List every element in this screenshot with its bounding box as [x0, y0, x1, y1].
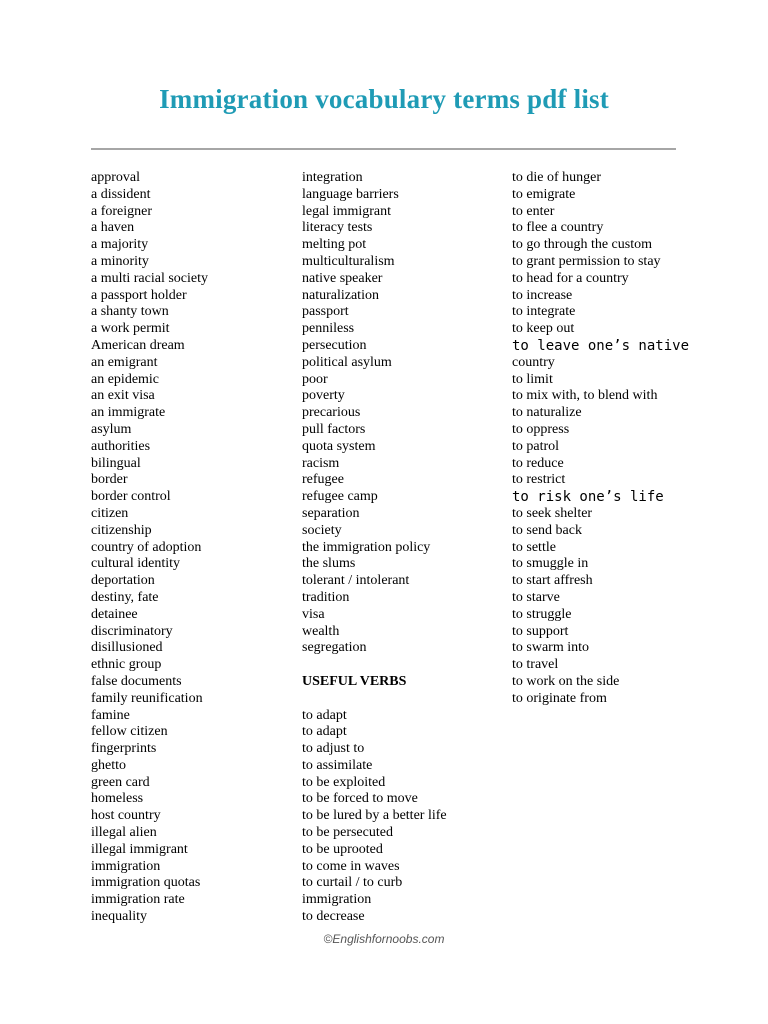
vocabulary-item: to send back: [512, 522, 582, 538]
vocabulary-item: to support: [512, 623, 569, 639]
vocabulary-item: to be forced to move: [302, 791, 418, 807]
vocabulary-item: to flee a country: [512, 220, 604, 236]
vocabulary-item: to swarm into: [512, 640, 589, 656]
vocabulary-item: to struggle: [512, 606, 572, 622]
vocabulary-item: to be lured by a better life: [302, 808, 447, 824]
vocabulary-item: to keep out: [512, 321, 575, 337]
vocabulary-item: a haven: [91, 220, 135, 236]
vocabulary-item: native speaker: [302, 270, 383, 286]
vocabulary-item: a foreigner: [91, 203, 153, 219]
vocabulary-item: to patrol: [512, 438, 560, 454]
vocabulary-item: to increase: [512, 287, 573, 303]
vocabulary-item: fellow citizen: [91, 724, 168, 740]
vocabulary-item: American dream: [91, 337, 185, 353]
vocabulary-item: to assimilate: [302, 757, 373, 773]
vocabulary-item: to come in waves: [302, 858, 400, 874]
vocabulary-item: immigration: [302, 892, 372, 908]
vocabulary-item: poverty: [302, 388, 345, 404]
vocabulary-item: poor: [302, 371, 328, 387]
vocabulary-item: border control: [91, 489, 171, 505]
vocabulary-item: to reduce: [512, 455, 564, 471]
vocabulary-item: the slums: [302, 556, 356, 572]
vocabulary-item: disillusioned: [91, 640, 163, 656]
vocabulary-item: to adapt: [302, 707, 347, 723]
vocabulary-item: green card: [91, 774, 150, 790]
vocabulary-item: to be exploited: [302, 774, 386, 790]
vocabulary-item: bilingual: [91, 455, 141, 471]
vocabulary-item: to mix with, to blend with: [512, 388, 658, 404]
vocabulary-item: legal immigrant: [302, 203, 392, 219]
nouns-list: [302, 170, 507, 657]
vocabulary-item: homeless: [91, 791, 144, 807]
vocabulary-item: detainee: [91, 606, 138, 622]
vocabulary-item: to enter: [512, 203, 555, 219]
vocabulary-item: country of adoption: [91, 539, 202, 555]
vocabulary-item: ghetto: [91, 757, 126, 773]
vocabulary-item: a majority: [91, 237, 149, 253]
vocabulary-item: asylum: [91, 421, 132, 437]
vocabulary-item: to naturalize: [512, 405, 582, 421]
vocabulary-item: to adapt: [302, 724, 347, 740]
vocabulary-item: citizenship: [91, 522, 152, 538]
vocabulary-item: refugee: [302, 472, 344, 488]
vocabulary-item: famine: [91, 707, 130, 723]
vocabulary-item: an exit visa: [91, 388, 155, 404]
vocabulary-item: passport: [302, 304, 349, 320]
vocabulary-item: country: [512, 354, 555, 370]
vocabulary-item: discriminatory: [91, 623, 173, 639]
vocabulary-item: to start affresh: [512, 573, 593, 589]
vocabulary-item: citizen: [91, 505, 129, 521]
vocabulary-item: quota system: [302, 438, 376, 454]
vocabulary-item: to integrate: [512, 304, 576, 320]
vocabulary-column-2: [302, 170, 507, 926]
useful-verbs-heading: USEFUL VERBS: [302, 673, 407, 689]
vocabulary-item: an epidemic: [91, 371, 160, 387]
vocabulary-item: approval: [91, 170, 140, 185]
vocabulary-item: to starve: [512, 589, 560, 605]
vocabulary-item: visa: [302, 606, 325, 622]
vocabulary-item: a work permit: [91, 321, 170, 337]
title-divider: [91, 148, 676, 150]
vocabulary-item: to decrease: [302, 909, 365, 925]
vocabulary-item: fingerprints: [91, 741, 157, 757]
vocabulary-item: family reunification: [91, 690, 203, 706]
vocabulary-item: society: [302, 522, 342, 538]
vocabulary-item: language barriers: [302, 186, 399, 202]
vocabulary-item: to restrict: [512, 472, 566, 488]
vocabulary-item: to travel: [512, 657, 559, 673]
vocabulary-item: to die of hunger: [512, 170, 602, 185]
vocabulary-item: authorities: [91, 438, 151, 454]
vocabulary-item: to risk one’s life: [512, 489, 664, 506]
vocabulary-item: a shanty town: [91, 304, 169, 320]
vocabulary-item: immigration quotas: [91, 875, 201, 891]
vocabulary-item: to be persecuted: [302, 825, 393, 841]
vocabulary-item: cultural identity: [91, 556, 181, 572]
vocabulary-item: literacy tests: [302, 220, 373, 236]
vocabulary-item: border: [91, 472, 128, 488]
vocabulary-item: to head for a country: [512, 270, 629, 286]
vocabulary-item: to oppress: [512, 421, 570, 437]
vocabulary-item: host country: [91, 808, 161, 824]
vocabulary-item: to limit: [512, 371, 553, 387]
vocabulary-item: to work on the side: [512, 673, 620, 689]
vocabulary-item: ethnic group: [91, 657, 162, 673]
vocabulary-item: to adjust to: [302, 741, 365, 757]
vocabulary-item: refugee camp: [302, 489, 378, 505]
vocabulary-item: to be uprooted: [302, 841, 383, 857]
vocabulary-column-1: [91, 170, 296, 926]
vocabulary-item: a multi racial society: [91, 270, 209, 286]
vocabulary-item: to curtail / to curb: [302, 875, 403, 891]
vocabulary-item: destiny, fate: [91, 589, 159, 605]
vocabulary-column-3: [512, 170, 742, 708]
vocabulary-item: a passport holder: [91, 287, 187, 303]
vocabulary-item: penniless: [302, 321, 355, 337]
vocabulary-item: persecution: [302, 337, 367, 353]
vocabulary-item: integration: [302, 170, 363, 185]
vocabulary-item: to go through the custom: [512, 237, 652, 253]
vocabulary-item: deportation: [91, 573, 155, 589]
vocabulary-item: to emigrate: [512, 186, 576, 202]
vocabulary-item: segregation: [302, 640, 367, 656]
vocabulary-item: to leave one’s native: [512, 337, 690, 354]
vocabulary-item: separation: [302, 505, 360, 521]
vocabulary-item: to seek shelter: [512, 505, 593, 521]
vocabulary-item: multiculturalism: [302, 253, 395, 269]
vocabulary-item: an immigrate: [91, 405, 166, 421]
vocabulary-item: to settle: [512, 539, 556, 555]
vocabulary-item: immigration: [91, 858, 161, 874]
vocabulary-item: naturalization: [302, 287, 379, 303]
vocabulary-item: racism: [302, 455, 340, 471]
footer-copyright: ©Englishfornoobs.com: [323, 932, 445, 946]
vocabulary-item: melting pot: [302, 237, 367, 253]
vocabulary-item: wealth: [302, 623, 340, 639]
vocabulary-item: the immigration policy: [302, 539, 431, 555]
vocabulary-item: precarious: [302, 405, 361, 421]
vocabulary-item: an emigrant: [91, 354, 158, 370]
vocabulary-item: false documents: [91, 673, 182, 689]
vocabulary-item: illegal immigrant: [91, 841, 188, 857]
vocabulary-item: inequality: [91, 909, 147, 925]
vocabulary-item: to smuggle in: [512, 556, 589, 572]
vocabulary-item: tolerant / intolerant: [302, 573, 410, 589]
vocabulary-item: a dissident: [91, 186, 151, 202]
verbs-list: [302, 708, 507, 926]
vocabulary-item: pull factors: [302, 421, 366, 437]
vocabulary-item: to grant permission to stay: [512, 253, 661, 269]
vocabulary-item: immigration rate: [91, 892, 185, 908]
vocabulary-item: illegal alien: [91, 825, 157, 841]
vocabulary-item: political asylum: [302, 354, 392, 370]
vocabulary-item: to originate from: [512, 690, 607, 706]
page-title: Immigration vocabulary terms pdf list: [159, 84, 609, 114]
vocabulary-item: tradition: [302, 589, 350, 605]
vocabulary-item: a minority: [91, 253, 149, 269]
